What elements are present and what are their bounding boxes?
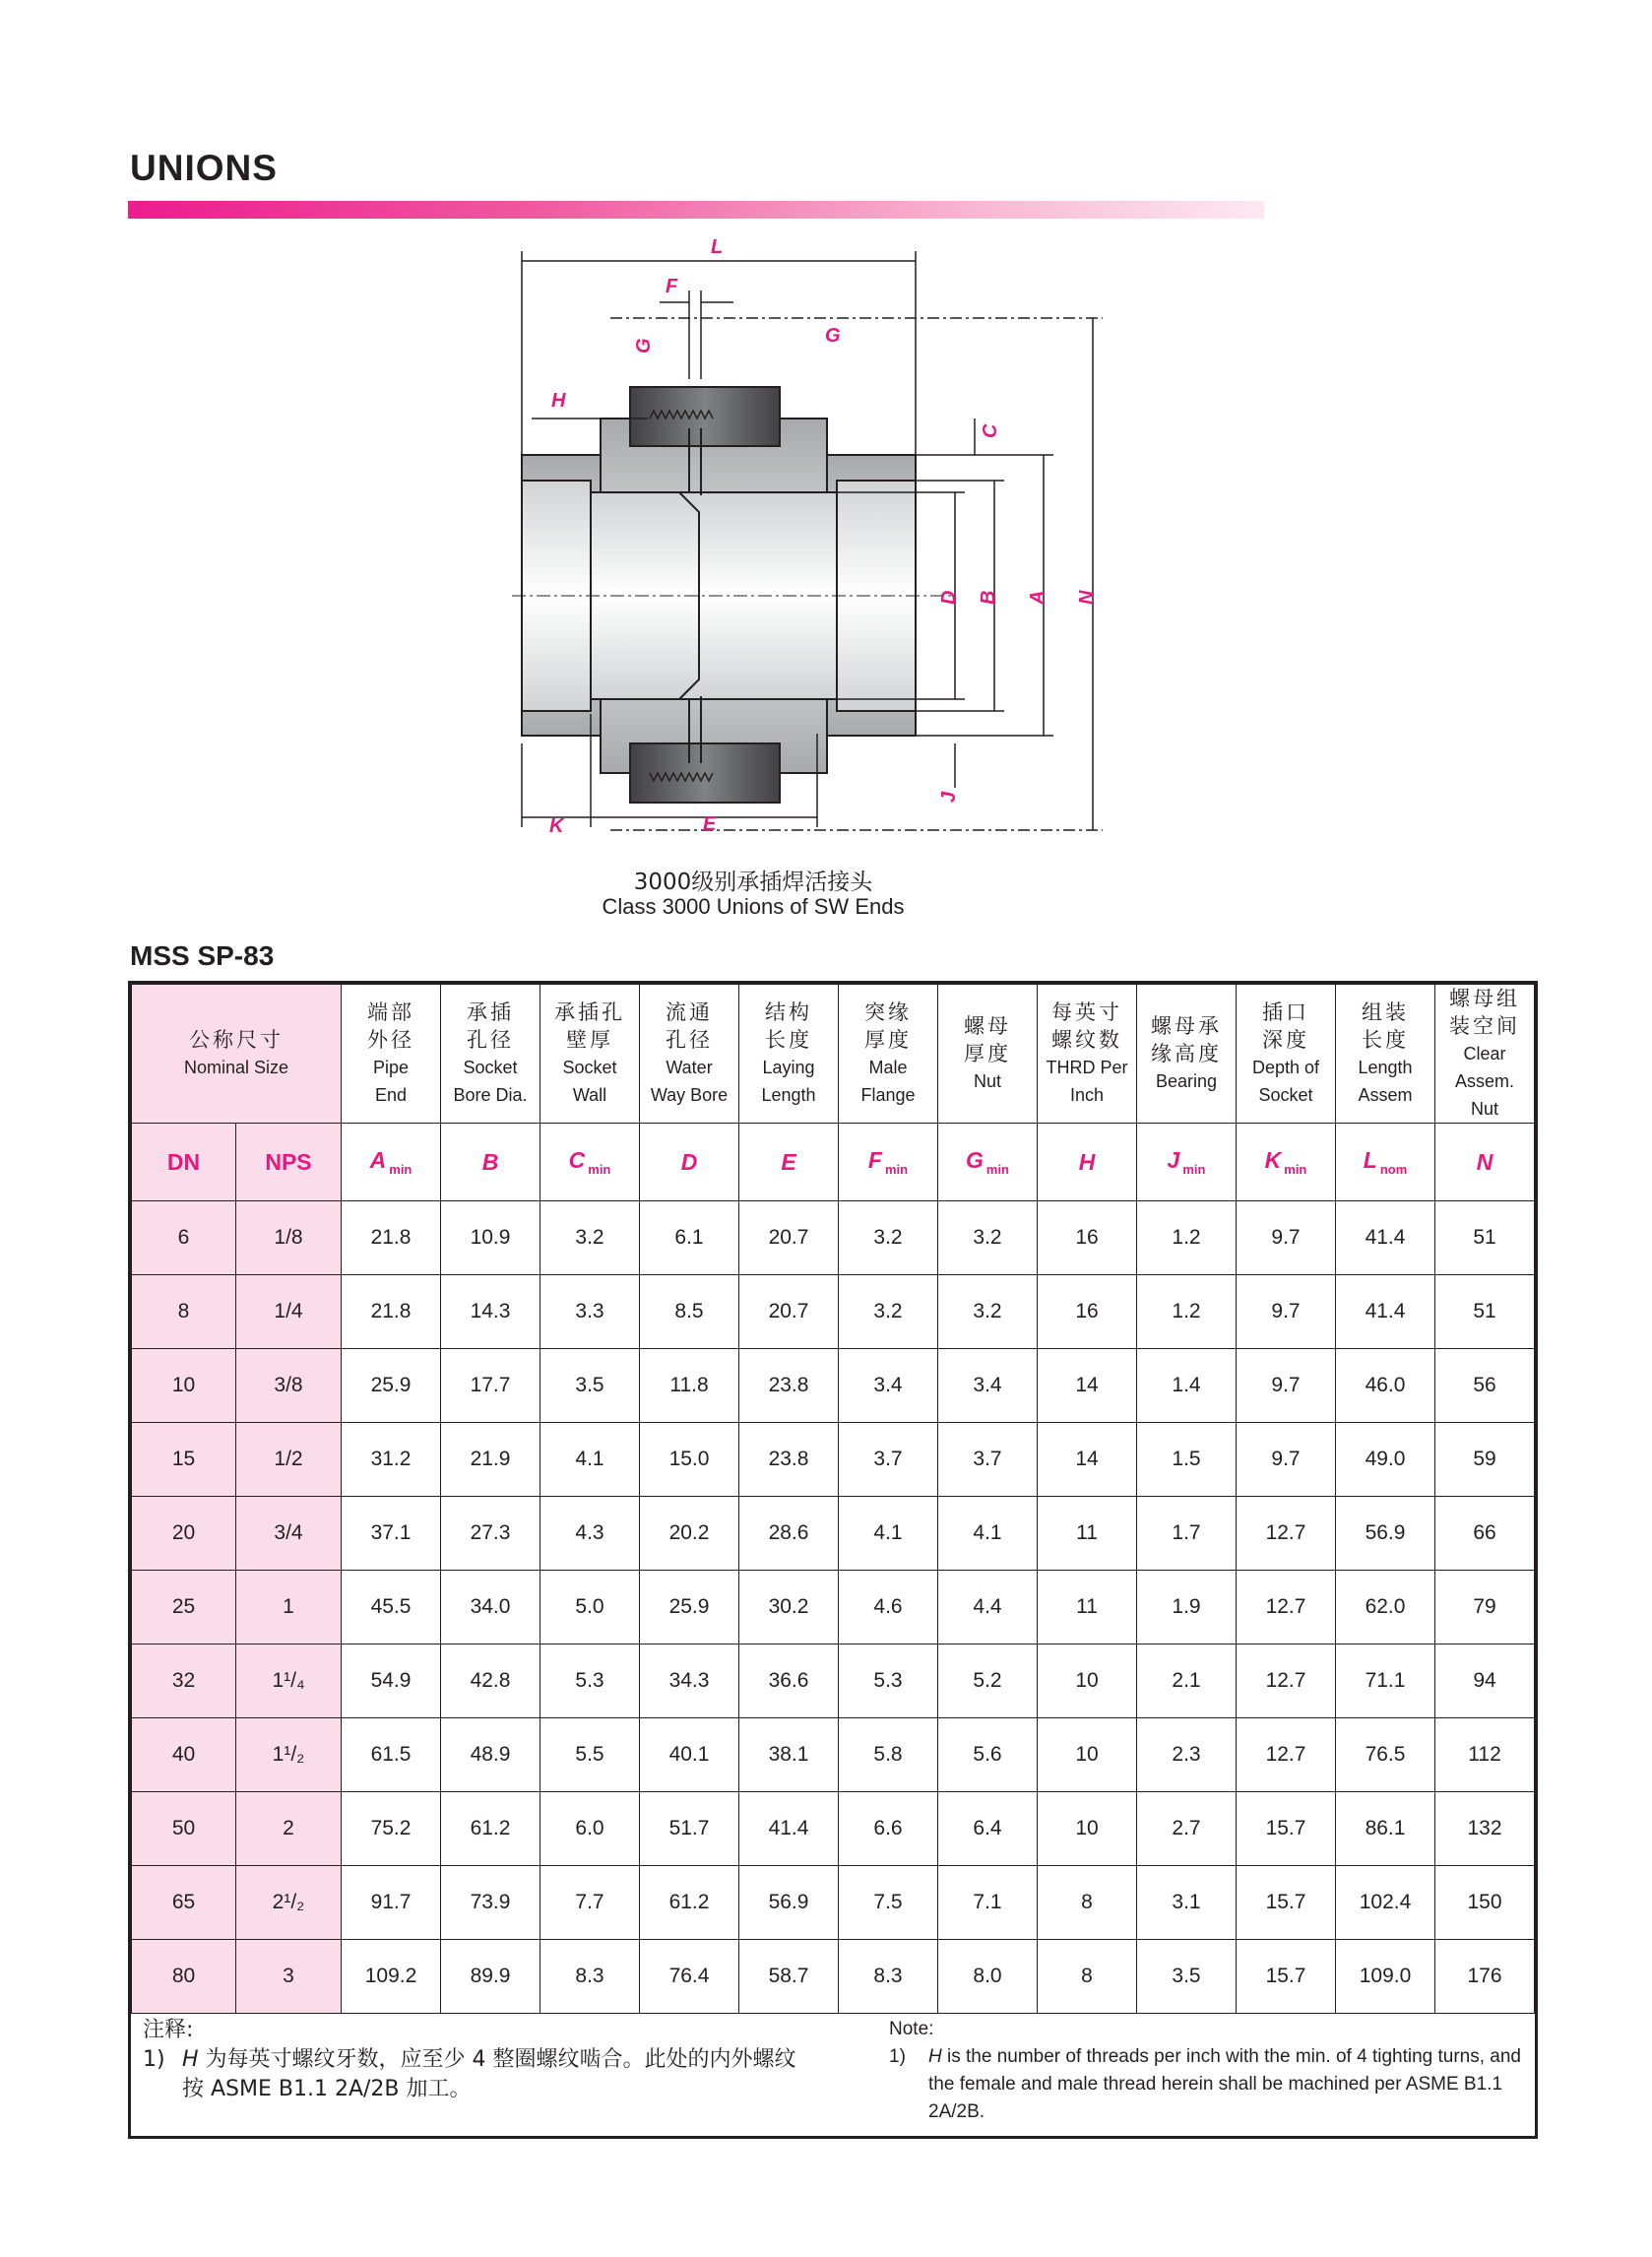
header-cn-line1: 每英寸	[1051, 1000, 1123, 1024]
symbol-cell	[236, 1124, 342, 1201]
value-cell: 1.7	[1137, 1497, 1237, 1571]
value-cell: 36.6	[739, 1644, 839, 1718]
value-cell: 8.5	[640, 1275, 739, 1349]
symbol-cell	[132, 1124, 236, 1201]
value-cell: 6.0	[540, 1792, 640, 1866]
value-cell: 1.2	[1137, 1275, 1237, 1349]
nps-cell: 3/4	[236, 1497, 342, 1571]
table-row	[132, 1275, 1535, 1349]
header-cn-line2: 装空间	[1449, 1014, 1521, 1038]
table-row	[132, 1571, 1535, 1644]
dn-cell: 15	[132, 1423, 236, 1497]
value-cell: 5.3	[839, 1644, 938, 1718]
value-cell: 58.7	[739, 1940, 839, 2014]
header-en-line1: Socket	[562, 1058, 617, 1077]
header-en-line2: Socket	[1258, 1085, 1313, 1105]
value-cell: 3.5	[540, 1349, 640, 1423]
symbol-letter: B	[481, 1148, 499, 1175]
symbol-letter: C	[568, 1147, 586, 1174]
note-cn	[143, 2016, 989, 2104]
value-cell: 16	[1038, 1201, 1137, 1275]
value-cell: 14	[1038, 1349, 1137, 1423]
nps-cell: 3	[236, 1940, 342, 2014]
nominal-size-en: Nominal Size	[183, 1058, 289, 1077]
symbol-cell	[1336, 1124, 1435, 1201]
header-en-line1: Depth of	[1251, 1058, 1320, 1077]
diagram-caption-cn: 3000级别承插焊活接头	[633, 870, 873, 895]
table-row	[132, 1866, 1535, 1940]
value-cell: 5.3	[540, 1644, 640, 1718]
value-cell: 12.7	[1237, 1571, 1336, 1644]
value-cell: 31.2	[342, 1423, 441, 1497]
note-en-h: H	[928, 2046, 942, 2067]
header-cn-line1: 承插孔	[554, 1000, 626, 1024]
note-cn-h: H	[182, 2047, 199, 2072]
table-symbol-row	[132, 1124, 1535, 1201]
table-row	[132, 1423, 1535, 1497]
symbol-cell	[640, 1124, 739, 1201]
value-cell: 59	[1435, 1423, 1535, 1497]
header-cn-line2: 厚度	[964, 1042, 1012, 1065]
value-cell: 8.3	[540, 1940, 640, 2014]
dn-cell: 25	[132, 1571, 236, 1644]
value-cell: 2.1	[1137, 1644, 1237, 1718]
value-cell: 12.7	[1237, 1644, 1336, 1718]
value-cell: 25.9	[342, 1349, 441, 1423]
label-E: E	[703, 813, 717, 835]
value-cell: 11	[1038, 1497, 1137, 1571]
value-cell: 132	[1435, 1792, 1535, 1866]
value-cell: 3.4	[938, 1349, 1038, 1423]
note-en-title: Note:	[889, 2019, 934, 2039]
value-cell: 5.5	[540, 1718, 640, 1792]
value-cell: 16	[1038, 1275, 1137, 1349]
header-cn-line1: 结构	[765, 1000, 813, 1024]
value-cell: 71.1	[1336, 1644, 1435, 1718]
value-cell: 73.9	[441, 1866, 540, 1940]
nps-cell: 1¹/₄	[236, 1644, 342, 1718]
nps-cell: 1/4	[236, 1275, 342, 1349]
value-cell: 7.7	[540, 1866, 640, 1940]
value-cell: 11.8	[640, 1349, 739, 1423]
dn-cell: 32	[132, 1644, 236, 1718]
value-cell: 6.6	[839, 1792, 938, 1866]
value-cell: 54.9	[342, 1644, 441, 1718]
symbol-letter: D	[680, 1148, 698, 1175]
symbol-subscript: min	[884, 1161, 909, 1177]
label-N: N	[1076, 590, 1098, 605]
value-cell: 9.7	[1237, 1275, 1336, 1349]
value-cell: 34.0	[441, 1571, 540, 1644]
title-gradient-bar	[128, 201, 1264, 219]
symbol-cell	[1237, 1124, 1336, 1201]
symbol-letter: N	[1476, 1148, 1493, 1175]
value-cell: 61.5	[342, 1718, 441, 1792]
column-header	[1038, 985, 1137, 1124]
header-en-line1: Bearing	[1155, 1071, 1218, 1091]
value-cell: 8.0	[938, 1940, 1038, 2014]
value-cell: 23.8	[739, 1423, 839, 1497]
dimensions-table	[131, 984, 1535, 2014]
value-cell: 12.7	[1237, 1718, 1336, 1792]
header-en-line2: Wall	[572, 1085, 607, 1105]
nominal-size-header	[132, 985, 342, 1124]
value-cell: 34.3	[640, 1644, 739, 1718]
value-cell: 1.9	[1137, 1571, 1237, 1644]
value-cell: 10	[1038, 1644, 1137, 1718]
header-cn-line1: 端部	[367, 1000, 415, 1024]
header-cn-line1: 螺母	[964, 1014, 1012, 1038]
value-cell: 15.0	[640, 1423, 739, 1497]
value-cell: 62.0	[1336, 1571, 1435, 1644]
value-cell: 21.8	[342, 1275, 441, 1349]
value-cell: 45.5	[342, 1571, 441, 1644]
note-en-number: 1)	[889, 2046, 906, 2067]
value-cell: 3.3	[540, 1275, 640, 1349]
value-cell: 56.9	[1336, 1497, 1435, 1571]
header-en-line1: Male	[868, 1058, 908, 1077]
symbol-letter: F	[867, 1147, 882, 1174]
symbol-subscript: nom	[1379, 1161, 1408, 1177]
label-F: F	[666, 276, 678, 297]
diagram-caption-en: Class 3000 Unions of SW Ends	[602, 894, 905, 919]
dn-cell: 6	[132, 1201, 236, 1275]
dn-cell: 50	[132, 1792, 236, 1866]
value-cell: 89.9	[441, 1940, 540, 2014]
table-row	[132, 1792, 1535, 1866]
value-cell: 3.7	[839, 1423, 938, 1497]
dn-cell: 8	[132, 1275, 236, 1349]
value-cell: 75.2	[342, 1792, 441, 1866]
header-en-line1: Water	[666, 1058, 713, 1077]
value-cell: 4.3	[540, 1497, 640, 1571]
symbol-cell	[839, 1124, 938, 1201]
value-cell: 15.7	[1237, 1940, 1336, 2014]
header-cn-line2: 外径	[367, 1028, 415, 1052]
value-cell: 94	[1435, 1644, 1535, 1718]
value-cell: 51	[1435, 1275, 1535, 1349]
value-cell: 15.7	[1237, 1866, 1336, 1940]
column-header	[938, 985, 1038, 1124]
nps-cell: 1¹/₂	[236, 1718, 342, 1792]
symbol-subscript: min	[1284, 1161, 1307, 1177]
symbol-letter: NPS	[265, 1148, 312, 1175]
table-row	[132, 1497, 1535, 1571]
symbol-letter: H	[1078, 1148, 1096, 1175]
note-en-text: is the number of threads per inch with the min. of 4 tighting turns, and the female and male thread herein shall be machined per ASME B1.1 2A/2B.	[928, 2046, 1522, 2122]
header-cn-line2: 长度	[1362, 1028, 1410, 1052]
value-cell: 6.4	[938, 1792, 1038, 1866]
header-cn-line2: 孔径	[666, 1028, 714, 1052]
value-cell: 10.9	[441, 1201, 540, 1275]
note-cn-title: 注释:	[143, 2018, 194, 2042]
value-cell: 40.1	[640, 1718, 739, 1792]
table-row	[132, 1201, 1535, 1275]
value-cell: 150	[1435, 1866, 1535, 1940]
table-row	[132, 1644, 1535, 1718]
value-cell: 49.0	[1336, 1423, 1435, 1497]
value-cell: 1.4	[1137, 1349, 1237, 1423]
value-cell: 8	[1038, 1866, 1137, 1940]
column-header	[739, 985, 839, 1124]
header-en-line2: Way Bore	[650, 1085, 729, 1105]
header-en-line2: Flange	[860, 1085, 916, 1105]
note-cn-text: 为每英寸螺纹牙数，应至少 4 整圈螺纹啮合。此处的内外螺纹按 ASME B1.1 2A/2B 加工。	[182, 2047, 796, 2101]
dn-cell: 80	[132, 1940, 236, 2014]
dn-cell: 40	[132, 1718, 236, 1792]
symbol-subscript: min	[985, 1161, 1010, 1177]
value-cell: 51.7	[640, 1792, 739, 1866]
value-cell: 5.6	[938, 1718, 1038, 1792]
value-cell: 7.5	[839, 1866, 938, 1940]
value-cell: 56	[1435, 1349, 1535, 1423]
table-row	[132, 1349, 1535, 1423]
value-cell: 3.7	[938, 1423, 1038, 1497]
note-cn-number: 1)	[143, 2047, 165, 2072]
value-cell: 48.9	[441, 1718, 540, 1792]
value-cell: 4.1	[938, 1497, 1038, 1571]
value-cell: 176	[1435, 1940, 1535, 2014]
value-cell: 1.5	[1137, 1423, 1237, 1497]
symbol-subscript: min	[389, 1161, 413, 1177]
value-cell: 3.4	[839, 1349, 938, 1423]
value-cell: 61.2	[640, 1866, 739, 1940]
value-cell: 3.2	[839, 1201, 938, 1275]
value-cell: 79	[1435, 1571, 1535, 1644]
standard-label: MSS SP-83	[130, 940, 275, 971]
value-cell: 20.2	[640, 1497, 739, 1571]
value-cell: 2.7	[1137, 1792, 1237, 1866]
value-cell: 51	[1435, 1201, 1535, 1275]
value-cell: 3.1	[1137, 1866, 1237, 1940]
label-K: K	[549, 815, 564, 837]
label-J: J	[938, 791, 960, 803]
symbol-cell	[1435, 1124, 1535, 1201]
header-en-line1: Length	[1358, 1058, 1413, 1077]
header-cn-line2: 深度	[1262, 1028, 1310, 1052]
header-cn-line1: 突缘	[864, 1000, 913, 1024]
column-header	[1435, 985, 1535, 1124]
value-cell: 46.0	[1336, 1349, 1435, 1423]
value-cell: 4.6	[839, 1571, 938, 1644]
symbol-letter: G	[966, 1147, 984, 1174]
symbol-letter: A	[369, 1147, 387, 1174]
column-header	[839, 985, 938, 1124]
header-en-line2: Length	[761, 1085, 816, 1105]
header-cn-line1: 插口	[1262, 1000, 1310, 1024]
value-cell: 27.3	[441, 1497, 540, 1571]
column-header	[1336, 985, 1435, 1124]
value-cell: 15.7	[1237, 1792, 1336, 1866]
union-diagram	[492, 231, 1201, 871]
header-cn-line2: 厚度	[864, 1028, 913, 1052]
header-cn-line2: 孔径	[467, 1028, 515, 1052]
value-cell: 11	[1038, 1571, 1137, 1644]
page-title: UNIONS	[130, 148, 278, 188]
dimensions-table-frame	[128, 981, 1538, 2139]
symbol-letter: DN	[166, 1148, 201, 1175]
union-body	[522, 387, 916, 803]
symbol-cell	[739, 1124, 839, 1201]
nps-cell: 2¹/₂	[236, 1866, 342, 1940]
header-cn-line1: 组装	[1362, 1000, 1410, 1024]
header-en-line2: End	[375, 1085, 408, 1105]
value-cell: 8.3	[839, 1940, 938, 2014]
value-cell: 3.5	[1137, 1940, 1237, 2014]
nps-cell: 1/2	[236, 1423, 342, 1497]
label-B: B	[978, 590, 999, 605]
value-cell: 38.1	[739, 1718, 839, 1792]
note-en	[889, 2016, 1529, 2126]
value-cell: 61.2	[441, 1792, 540, 1866]
value-cell: 66	[1435, 1497, 1535, 1571]
value-cell: 41.4	[739, 1792, 839, 1866]
label-D: D	[938, 590, 960, 605]
nps-cell: 3/8	[236, 1349, 342, 1423]
symbol-letter: E	[781, 1148, 796, 1175]
value-cell: 91.7	[342, 1866, 441, 1940]
label-A: A	[1027, 590, 1048, 605]
label-L: L	[711, 236, 724, 258]
symbol-letter: J	[1167, 1147, 1180, 1174]
symbol-cell	[540, 1124, 640, 1201]
value-cell: 102.4	[1336, 1866, 1435, 1940]
value-cell: 112	[1435, 1718, 1535, 1792]
column-header	[1137, 985, 1237, 1124]
value-cell: 10	[1038, 1718, 1137, 1792]
value-cell: 3.2	[938, 1201, 1038, 1275]
header-en-line1: Nut	[974, 1071, 1002, 1091]
symbol-cell	[938, 1124, 1038, 1201]
value-cell: 4.4	[938, 1571, 1038, 1644]
column-header	[441, 985, 540, 1124]
value-cell: 12.7	[1237, 1497, 1336, 1571]
header-cn-line2: 缘高度	[1151, 1042, 1223, 1065]
value-cell: 5.0	[540, 1571, 640, 1644]
table-row	[132, 1718, 1535, 1792]
value-cell: 7.1	[938, 1866, 1038, 1940]
header-en-line2: Assem	[1358, 1085, 1413, 1105]
label-G-left: G	[633, 338, 655, 354]
value-cell: 4.1	[540, 1423, 640, 1497]
header-en-line1: Socket	[463, 1058, 518, 1077]
header-cn-line1: 螺母组	[1449, 987, 1521, 1010]
value-cell: 21.8	[342, 1201, 441, 1275]
value-cell: 5.8	[839, 1718, 938, 1792]
value-cell: 2.3	[1137, 1718, 1237, 1792]
header-en-line2: Bore Dia.	[453, 1085, 528, 1105]
label-G-right: G	[825, 325, 841, 347]
value-cell: 4.1	[839, 1497, 938, 1571]
value-cell: 9.7	[1237, 1201, 1336, 1275]
value-cell: 3.2	[839, 1275, 938, 1349]
value-cell: 3.2	[540, 1201, 640, 1275]
header-cn-line2: 螺纹数	[1051, 1028, 1123, 1052]
value-cell: 41.4	[1336, 1201, 1435, 1275]
nominal-size-cn: 公称尺寸	[189, 1028, 284, 1052]
nps-cell: 1	[236, 1571, 342, 1644]
header-en-line1: Clear Assem.	[1455, 1044, 1515, 1091]
dn-cell: 20	[132, 1497, 236, 1571]
dn-cell: 65	[132, 1866, 236, 1940]
value-cell: 56.9	[739, 1866, 839, 1940]
header-en-line1: THRD Per	[1046, 1058, 1128, 1077]
symbol-cell	[1137, 1124, 1237, 1201]
header-cn-line1: 流通	[666, 1000, 714, 1024]
value-cell: 25.9	[640, 1571, 739, 1644]
header-cn-line1: 螺母承	[1151, 1014, 1223, 1038]
value-cell: 20.7	[739, 1275, 839, 1349]
value-cell: 1.2	[1137, 1201, 1237, 1275]
value-cell: 86.1	[1336, 1792, 1435, 1866]
symbol-cell	[342, 1124, 441, 1201]
label-C: C	[980, 423, 1001, 438]
nps-cell: 1/8	[236, 1201, 342, 1275]
symbol-letter: K	[1264, 1147, 1282, 1174]
symbol-cell	[1038, 1124, 1137, 1201]
value-cell: 76.5	[1336, 1718, 1435, 1792]
nps-cell: 2	[236, 1792, 342, 1866]
value-cell: 23.8	[739, 1349, 839, 1423]
header-cn-line1: 承插	[467, 1000, 515, 1024]
column-header	[342, 985, 441, 1124]
dn-cell: 10	[132, 1349, 236, 1423]
value-cell: 42.8	[441, 1644, 540, 1718]
table-row	[132, 1940, 1535, 2014]
value-cell: 6.1	[640, 1201, 739, 1275]
column-header	[1237, 985, 1336, 1124]
header-cn-line2: 长度	[765, 1028, 813, 1052]
table-header-row	[132, 985, 1535, 1124]
column-header	[540, 985, 640, 1124]
symbol-subscript: min	[588, 1161, 611, 1177]
value-cell: 9.7	[1237, 1349, 1336, 1423]
header-en-line2: Nut	[1471, 1099, 1499, 1119]
header-en-line1: Laying	[762, 1058, 815, 1077]
value-cell: 109.0	[1336, 1940, 1435, 2014]
symbol-cell	[441, 1124, 540, 1201]
header-en-line2: Inch	[1070, 1085, 1105, 1105]
label-H: H	[551, 390, 566, 412]
value-cell: 28.6	[739, 1497, 839, 1571]
value-cell: 17.7	[441, 1349, 540, 1423]
header-en-line1: Pipe	[373, 1058, 410, 1077]
value-cell: 30.2	[739, 1571, 839, 1644]
value-cell: 41.4	[1336, 1275, 1435, 1349]
value-cell: 109.2	[342, 1940, 441, 2014]
column-header	[640, 985, 739, 1124]
value-cell: 14.3	[441, 1275, 540, 1349]
value-cell: 10	[1038, 1792, 1137, 1866]
notes-section	[131, 2008, 1535, 2136]
header-cn-line2: 壁厚	[566, 1028, 614, 1052]
symbol-subscript: min	[1182, 1161, 1206, 1177]
value-cell: 5.2	[938, 1644, 1038, 1718]
value-cell: 20.7	[739, 1201, 839, 1275]
symbol-letter: L	[1363, 1147, 1377, 1174]
value-cell: 9.7	[1237, 1423, 1336, 1497]
value-cell: 14	[1038, 1423, 1137, 1497]
value-cell: 21.9	[441, 1423, 540, 1497]
value-cell: 76.4	[640, 1940, 739, 2014]
value-cell: 37.1	[342, 1497, 441, 1571]
value-cell: 3.2	[938, 1275, 1038, 1349]
value-cell: 8	[1038, 1940, 1137, 2014]
